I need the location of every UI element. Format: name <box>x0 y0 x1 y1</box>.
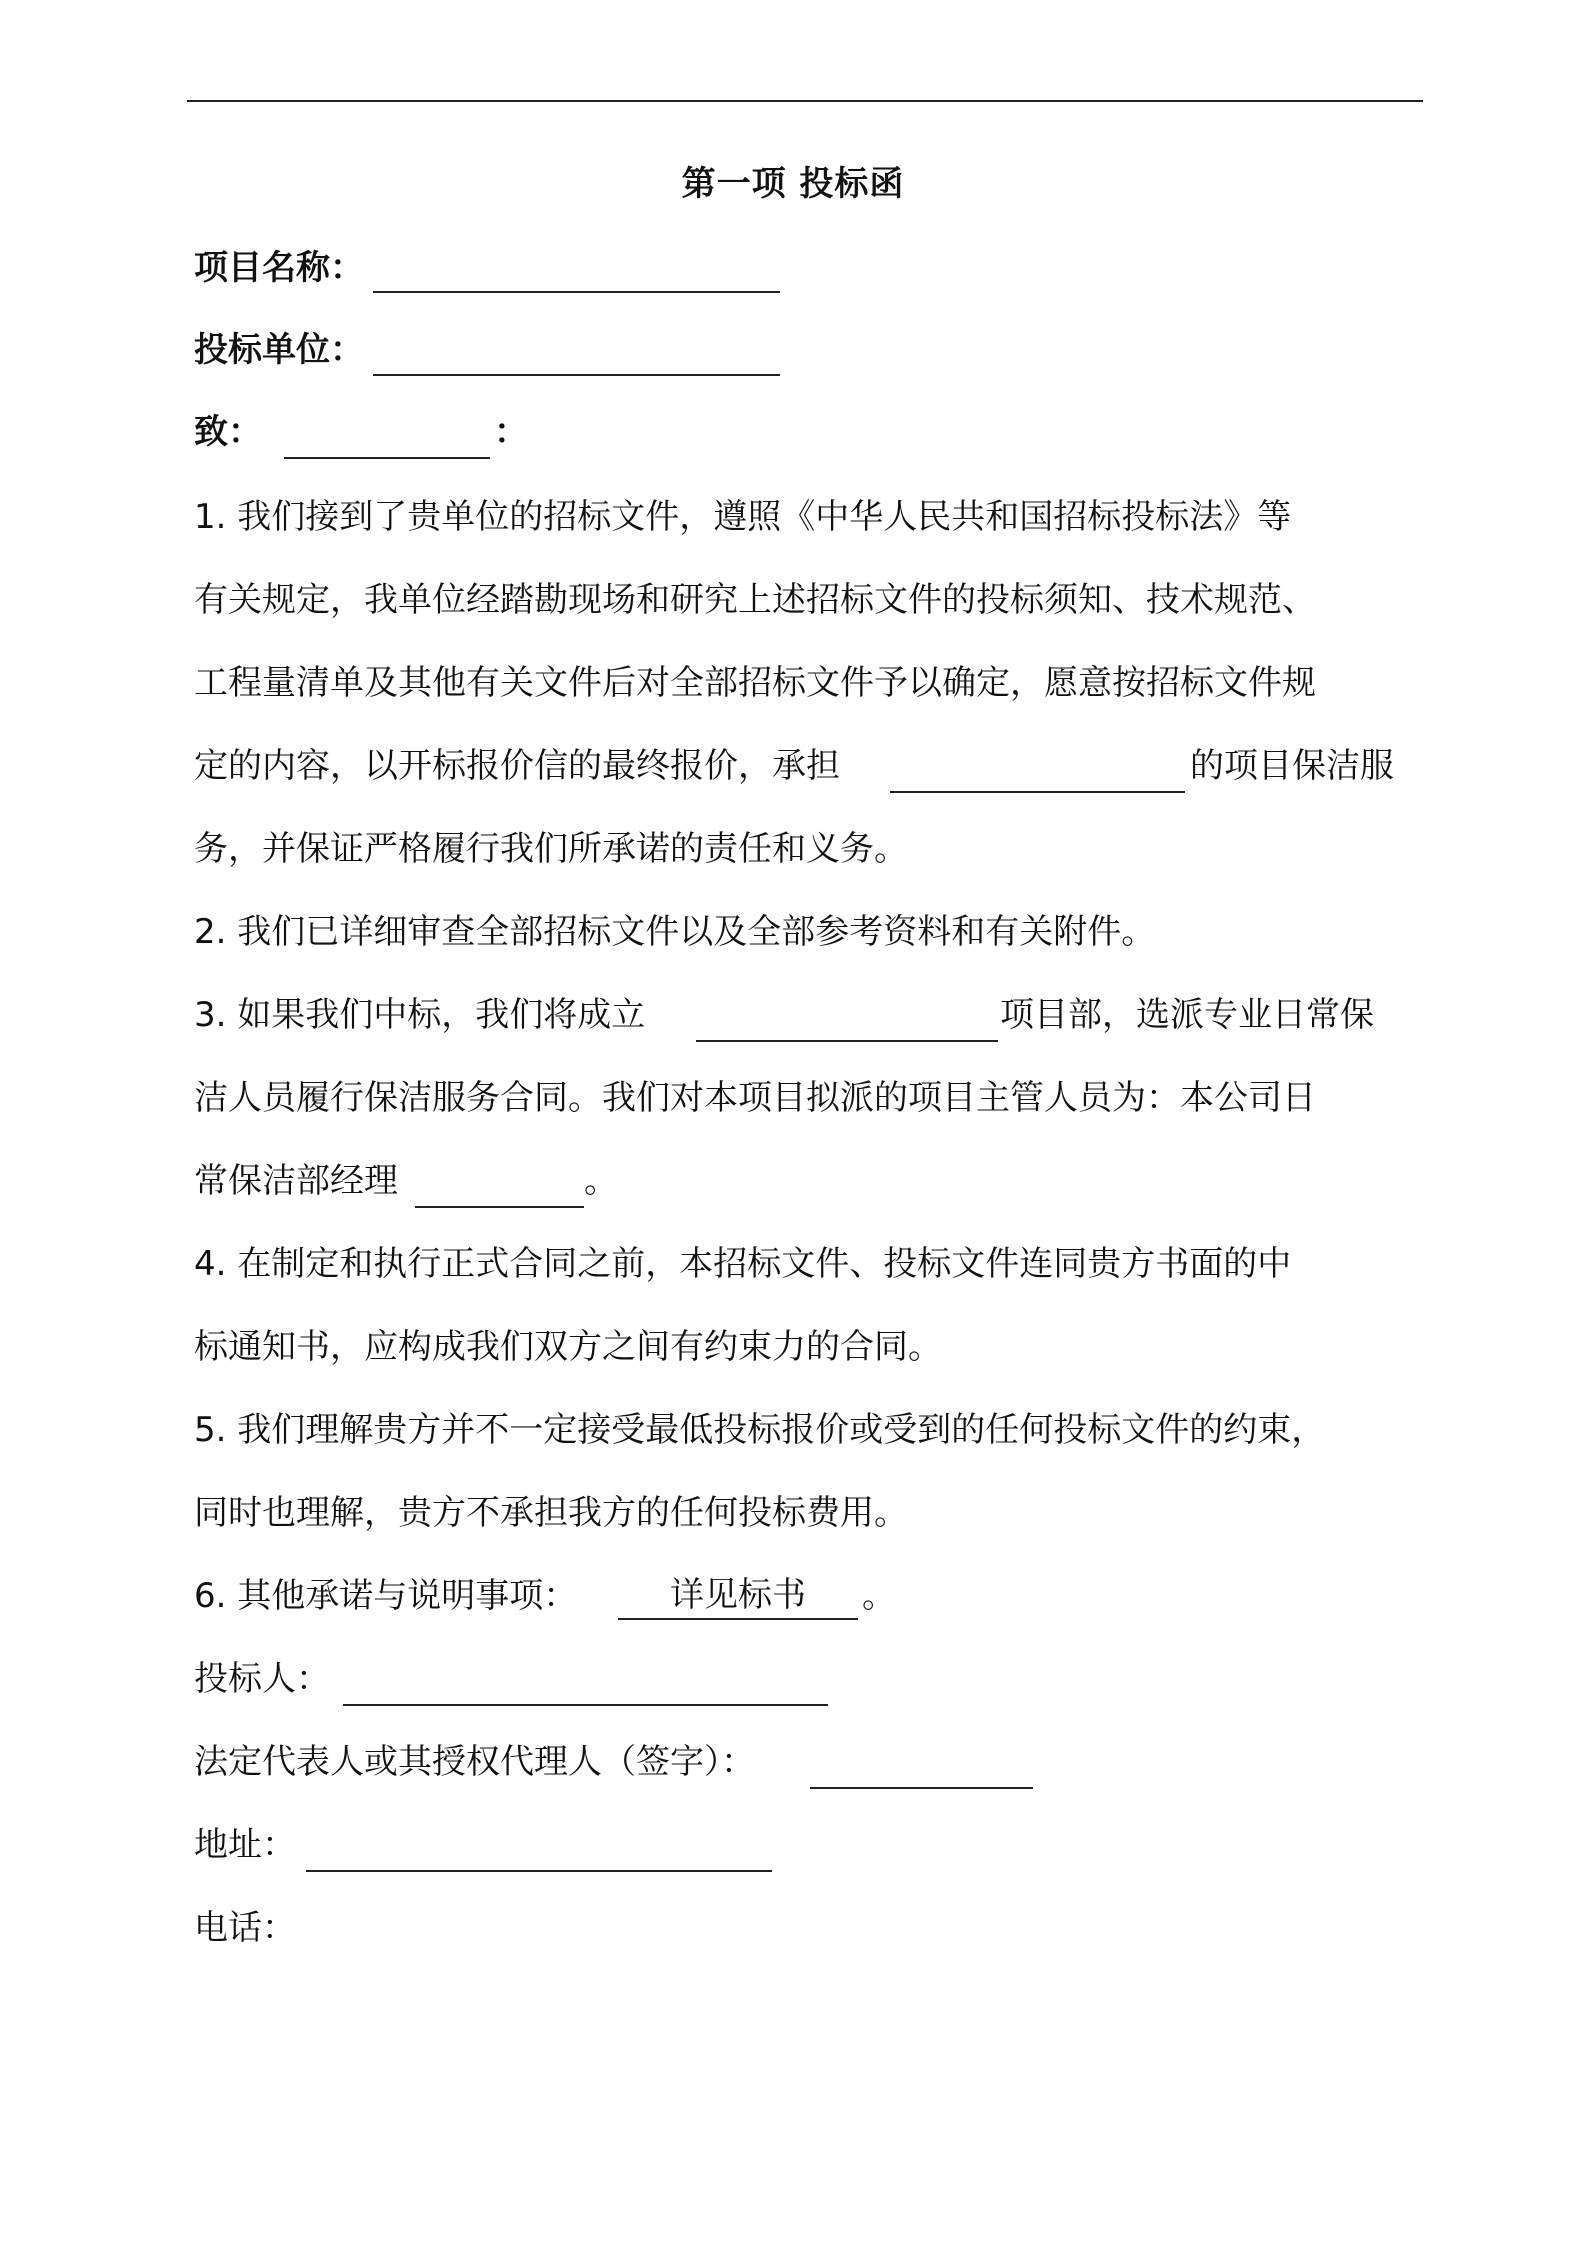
paragraph-1-line-4-end: 的项目保洁服 <box>1190 746 1394 786</box>
project-name-label: 项目名称： <box>194 248 364 288</box>
paragraph-2: 2. 我们已详细审查全部招标文件以及全部参考资料和有关附件。 <box>194 912 1156 952</box>
paragraph-3-line-3-end: 。 <box>584 1161 618 1201</box>
paragraph-1-line-5: 务，并保证严格履行我们所承诺的责任和义务。 <box>194 829 908 869</box>
project-department-field[interactable] <box>696 1040 998 1042</box>
to-colon: ： <box>494 412 528 452</box>
paragraph-5-line-1: 5. 我们理解贵方并不一定接受最低投标报价或受到的任何投标文件的约束， <box>194 1410 1326 1450</box>
representative-signature-field[interactable] <box>810 1787 1033 1789</box>
phone-label: 电话： <box>194 1908 296 1948</box>
paragraph-3-line-1-start: 3. 如果我们中标，我们将成立 <box>194 995 646 1035</box>
bidder-label: 投标人： <box>194 1659 330 1699</box>
to-field[interactable] <box>284 457 490 459</box>
paragraph-1-line-4-start: 定的内容，以开标报价信的最终报价，承担 <box>194 746 840 786</box>
paragraph-6-end: 。 <box>862 1576 896 1616</box>
bidder-unit-label: 投标单位： <box>194 330 364 370</box>
paragraph-1-line-3: 工程量清单及其他有关文件后对全部招标文件予以确定，愿意按招标文件规 <box>194 663 1316 703</box>
page-title: 第一项 投标函 <box>681 164 905 204</box>
paragraph-3-line-1-end: 项目部，选派专业日常保 <box>1000 995 1374 1035</box>
paragraph-3-line-3-start: 常保洁部经理 <box>194 1161 398 1201</box>
paragraph-5-line-2: 同时也理解，贵方不承担我方的任何投标费用。 <box>194 1493 908 1533</box>
address-label: 地址： <box>194 1825 296 1865</box>
paragraph-4-line-1: 4. 在制定和执行正式合同之前，本招标文件、投标文件连同贵方书面的中 <box>194 1244 1292 1284</box>
paragraph-4-line-2: 标通知书，应构成我们双方之间有约束力的合同。 <box>194 1327 942 1367</box>
representative-label: 法定代表人或其授权代理人（签字）： <box>194 1742 755 1782</box>
top-rule <box>187 100 1423 102</box>
paragraph-6-label: 6. 其他承诺与说明事项： <box>194 1576 578 1616</box>
address-field[interactable] <box>306 1870 772 1872</box>
to-label: 致： <box>194 412 262 452</box>
other-commitments-field[interactable]: 详见标书 <box>618 1572 858 1620</box>
manager-name-field[interactable] <box>415 1206 584 1208</box>
bidder-unit-field[interactable] <box>373 374 780 376</box>
paragraph-1-line-2: 有关规定，我单位经踏勘现场和研究上述招标文件的投标须知、技术规范、 <box>194 580 1316 620</box>
project-name-field[interactable] <box>373 291 780 293</box>
bidder-field[interactable] <box>343 1704 828 1706</box>
service-scope-field[interactable] <box>890 791 1185 793</box>
paragraph-3-line-2: 洁人员履行保洁服务合同。我们对本项目拟派的项目主管人员为：本公司日 <box>194 1078 1316 1118</box>
paragraph-1-line-1: 1. 我们接到了贵单位的招标文件，遵照《中华人民共和国招标投标法》等 <box>194 497 1292 537</box>
